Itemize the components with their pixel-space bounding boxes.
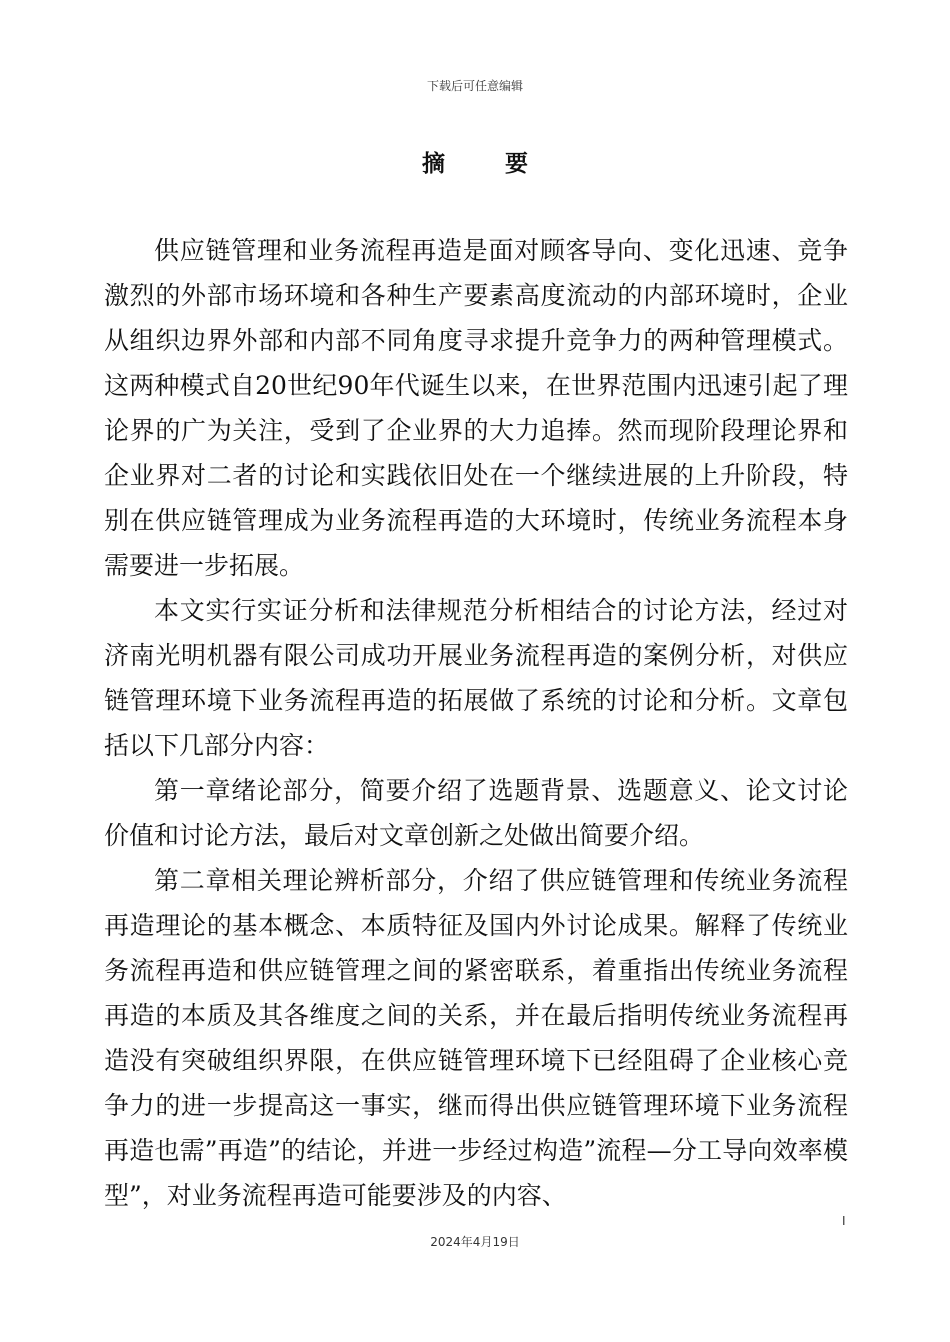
document-title: 摘 要 bbox=[421, 150, 554, 177]
footer-date: 2024年4月19日 bbox=[430, 1235, 520, 1249]
paragraph-2: 本文实行实证分析和法律规范分析相结合的讨论方法，经过对济南光明机器有限公司成功开展业务流程再造的案例分析，对供应链管理环境下业务流程再造的拓展做了系统的讨论和分析。文章包括以下几部分内容： bbox=[104, 596, 848, 760]
abstract-body bbox=[104, 228, 848, 1218]
page-header-note: 下载后可任意编辑 bbox=[426, 79, 523, 93]
paragraph-4: 第二章相关理论辨析部分，介绍了供应链管理和传统业务流程再造理论的基本概念、本质特征及国内外讨论成果。解释了传统业务流程再造和供应链管理之间的紧密联系，着重指出传统业务流程再造的本质及其各维度之间的关系，并在最后指明传统业务流程再造没有突破组织界限，在供应链管理环境下已经阻碍了企业核心竞争力的进一步提高这一事实，继而得出供应链管理环境下业务流程再造也需”再造”的结论，并进一步经过构造”流程—分工导向效率模型”，对业务流程再造可能要涉及的内容、 bbox=[104, 866, 848, 1210]
paragraph-1: 供应链管理和业务流程再造是面对顾客导向、变化迅速、竞争激烈的外部市场环境和各种生产要素高度流动的内部环境时，企业从组织边界外部和内部不同角度寻求提升竞争力的两种管理模式。这两种模式自20世纪90年代诞生以来，在世界范围内迅速引起了理论界的广为关注，受到了企业界的大力追捧。然而现阶段理论界和企业界对二者的讨论和实践依旧处在一个继续进展的上升阶段，特别在供应链管理成为业务流程再造的大环境时，传统业务流程本身需要进一步拓展。 bbox=[104, 236, 848, 580]
paragraph-3: 第一章绪论部分，简要介绍了选题背景、选题意义、论文讨论价值和讨论方法，最后对文章创新之处做出简要介绍。 bbox=[104, 776, 848, 850]
page-number: I bbox=[842, 1214, 846, 1228]
